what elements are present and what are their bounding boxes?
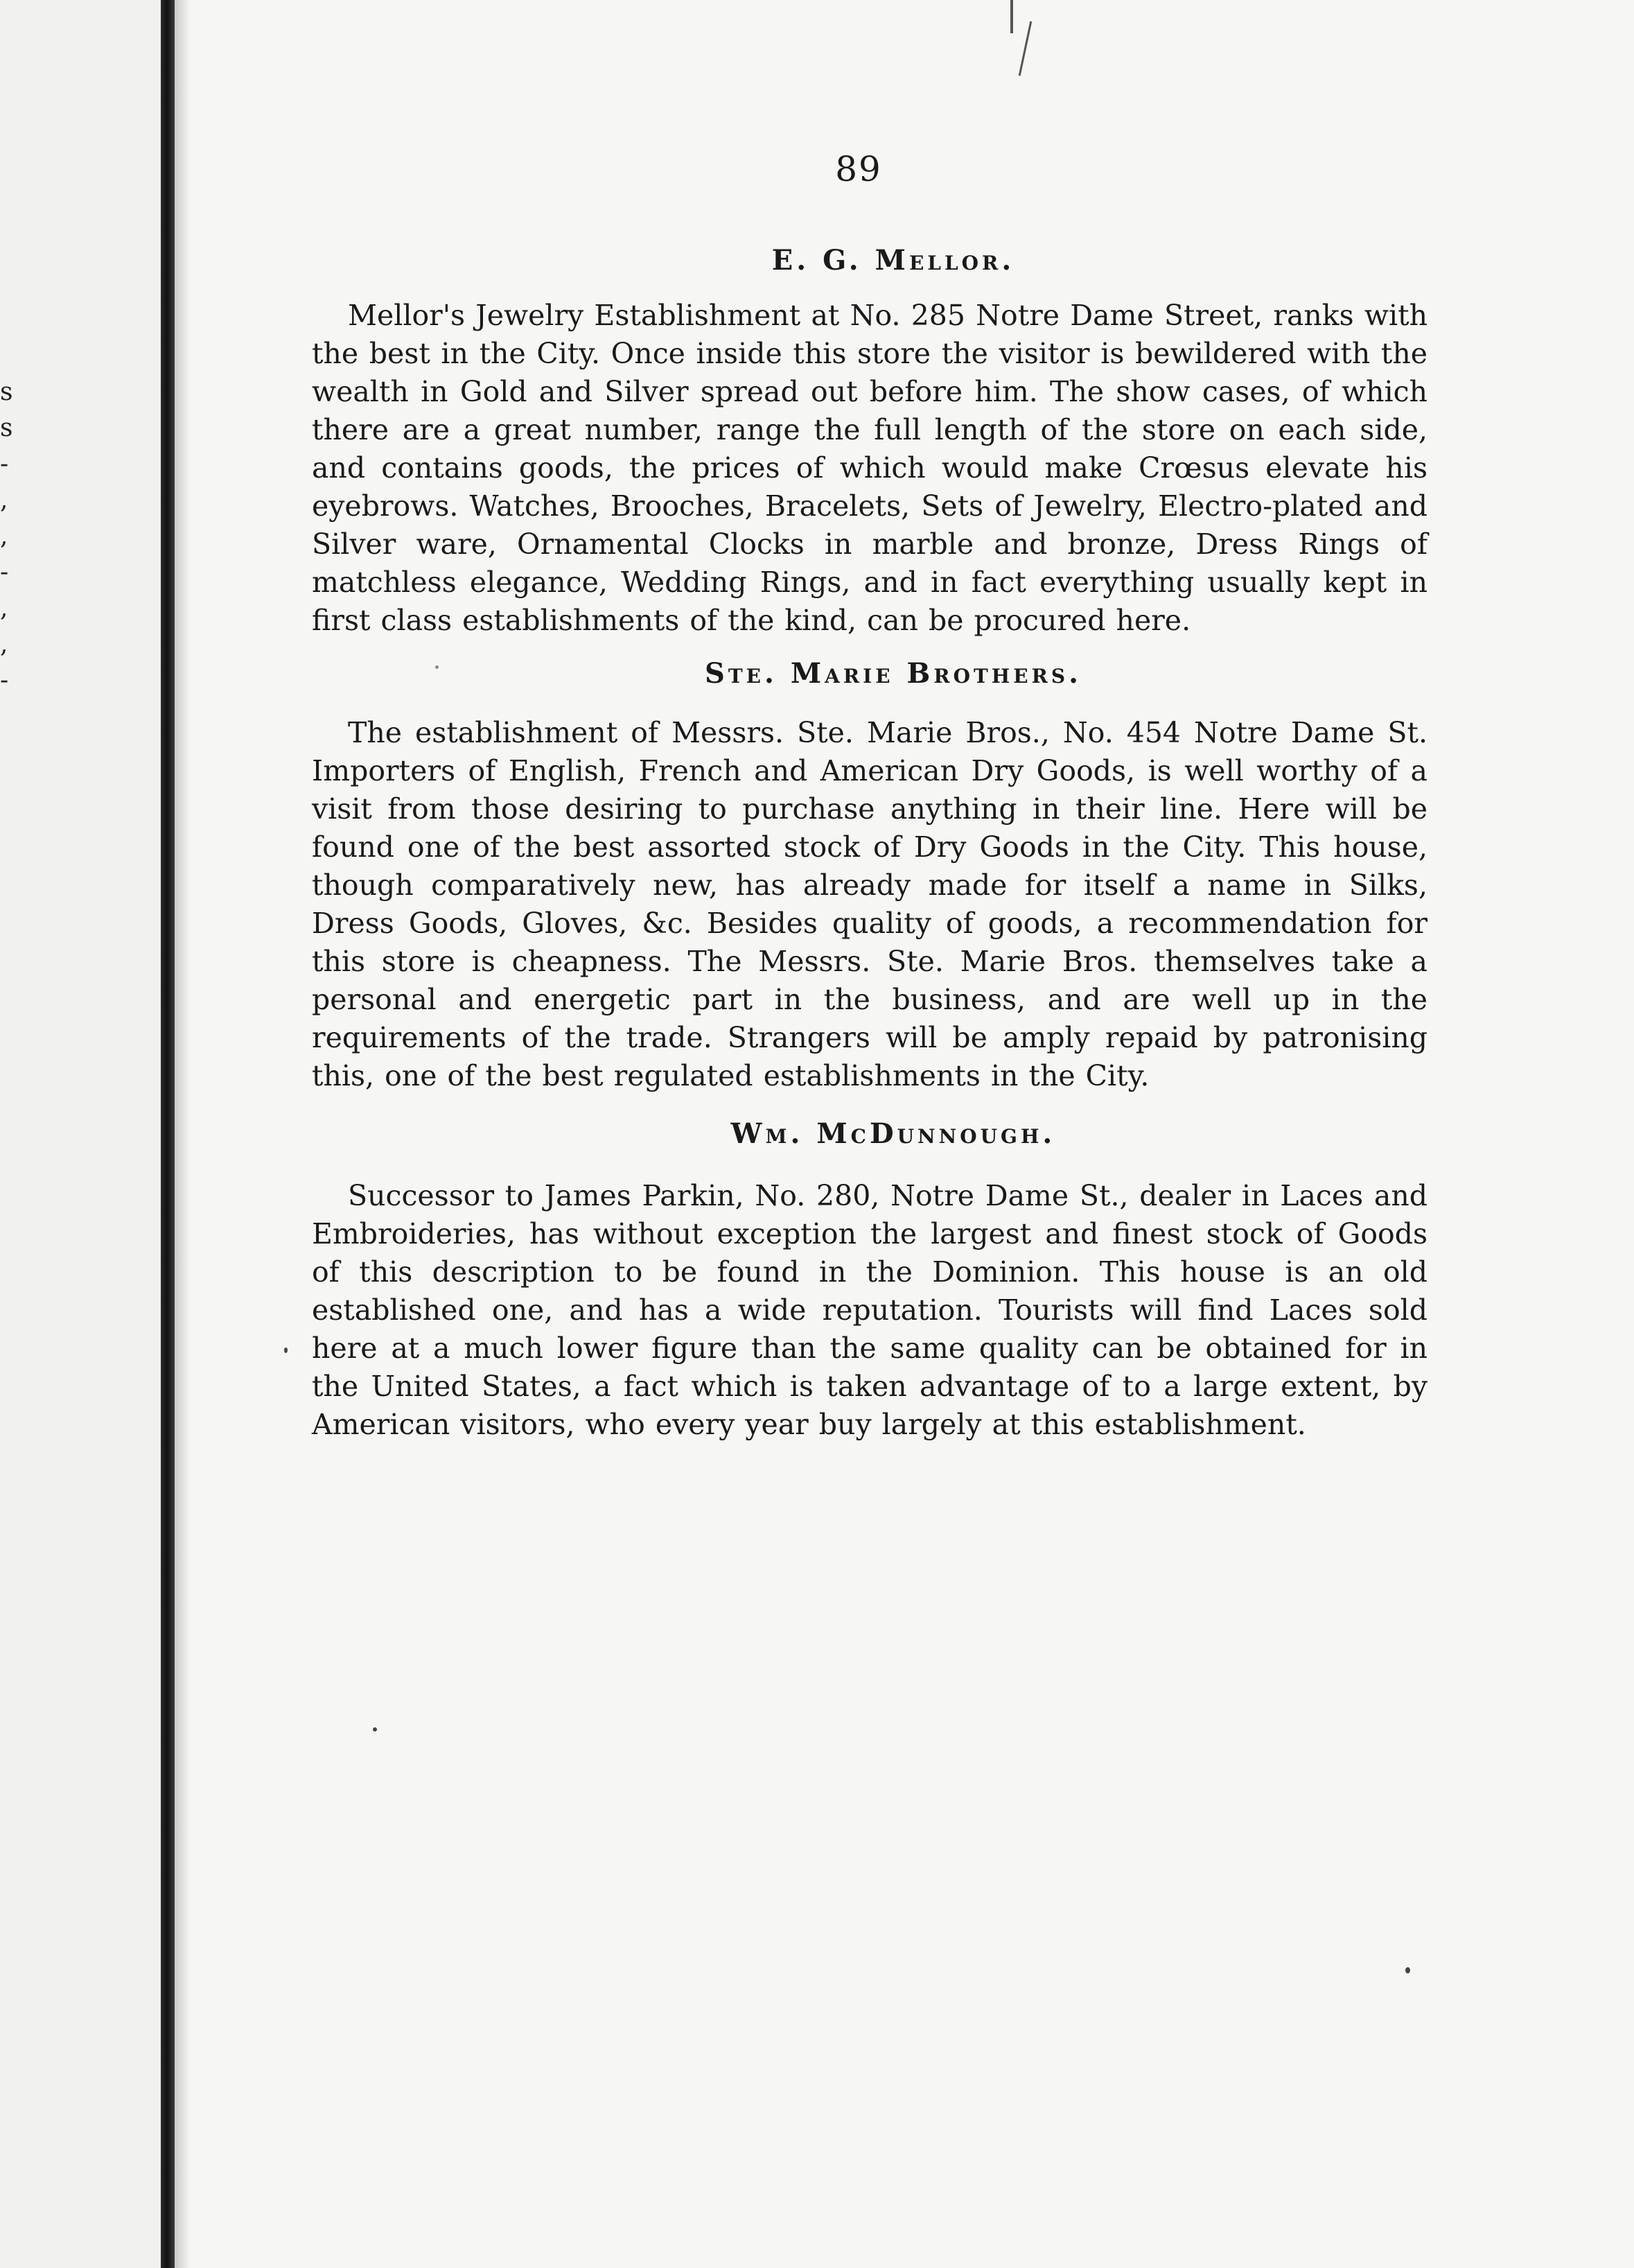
margin-mark: - [0,558,9,586]
margin-mark: s [0,414,13,442]
margin-mark: , [0,630,8,658]
facing-page-bleed-marks [0,374,28,699]
scan-speck [284,1347,288,1353]
section-heading-mcdunnough: Wm. McDunnough. [730,1117,1056,1150]
scan-artifact [1019,21,1033,76]
section-heading-mellor: E. G. Mellor. [771,244,1015,277]
margin-mark: , [0,522,8,550]
scan-artifact [1010,0,1013,33]
margin-mark: , [0,594,8,622]
scan-speck [1405,1967,1410,1973]
margin-mark: - [0,666,9,695]
margin-mark: - [0,450,9,478]
section-body-mellor: Mellor's Jewelry Establishment at No. 285 Notre Dame Street, ranks with the best in the City. Once inside this store the visitor is bewildered with the wealth in Gold and Silver spread out before him. The show cases, of which there are a great number, range the full length of the store on each side, and contains goods, the prices of which would make Crœsus elevate his eyebrows. Watches, Brooches, Bracelets, Sets of Jewelry, Electro-plated and Silver ware, Ornamental Clocks in marble and bronze, Dress Rings of matchless elegance, Wedding Rings, and in fact everything usually kept in first class establishments of the kind, can be procured here. [312,299,1427,637]
page-number: 89 [835,149,882,189]
margin-mark: , [0,486,8,514]
margin-mark: s [0,378,13,406]
scan-speck [435,665,439,669]
section-heading-ste-marie: Ste. Marie Brothers. [704,657,1082,690]
section-body-mcdunnough: Successor to James Parkin, No. 280, Notre Dame St., dealer in Laces and Embroideries, has without exception the largest and finest stock of Goods of this description to be found in the Dominion. This house is an old established one, and has a wide reputation. Tourists will find Laces sold here at a much lower figure than the same quality can be obtained for in the United States, a fact which is taken advantage of to a large extent, by American visitors, who every year buy largely at this establishment. [312,1179,1427,1441]
scan-speck [373,1727,377,1731]
section-body-ste-marie: The establishment of Messrs. Ste. Marie Bros., No. 454 Notre Dame St. Importers of English, French and American Dry Goods, is well worthy of a visit from those desiring to purchase anything in their line. Here will be found one of the best assorted stock of Dry Goods in the City. This house, though comparatively new, has already made for itself a name in Silks, Dress Goods, Gloves, &c. Besides quality of goods, a recommendation for this store is cheapness. The Messrs. Ste. Marie Bros. themselves take a personal and energetic part in the business, and are well up in the requirements of the trade. Strangers will be amply repaid by patronising this, one of the best regulated establishments in the City. [312,716,1427,1092]
